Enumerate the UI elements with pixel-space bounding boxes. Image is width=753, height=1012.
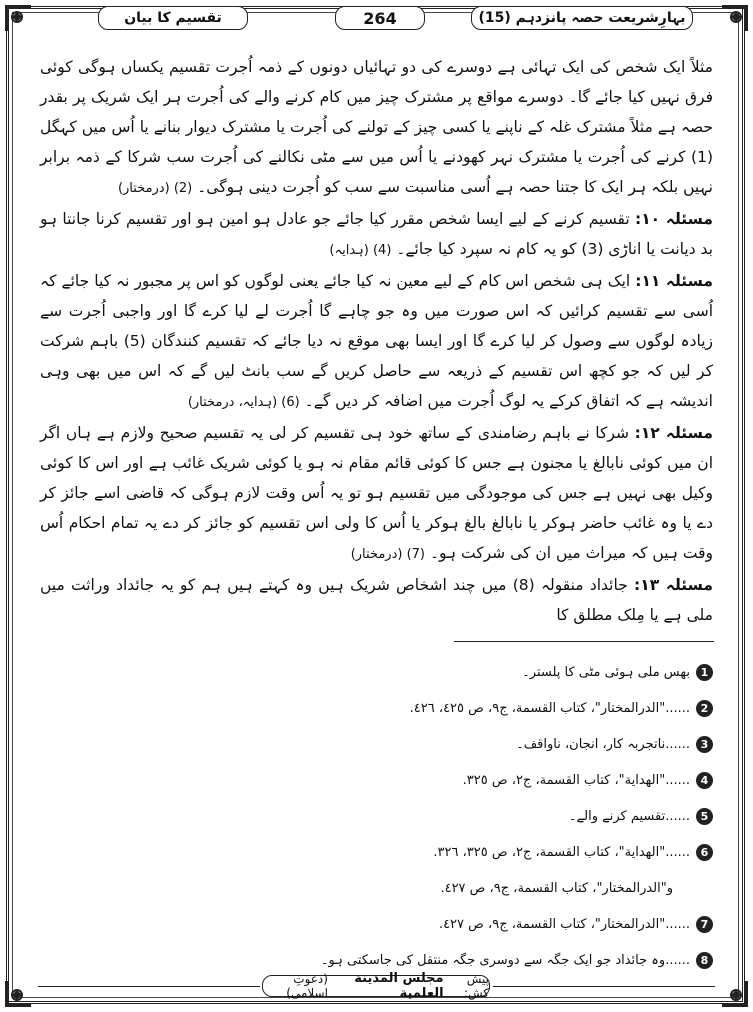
footnote-text: ......"الهداية"، كتاب القسمة، ج٢، ص ٣٢٥. xyxy=(462,772,690,788)
corner-ornament-icon xyxy=(720,3,750,33)
book-title: بہارِشریعت حصہ پانزدہم (15) xyxy=(471,6,693,30)
corner-ornament-icon xyxy=(3,3,33,33)
footnote-text: ......"الدرالمختار"، كتاب القسمة، ج٩، ص ٤٢٧. xyxy=(438,916,690,932)
footnote xyxy=(40,654,713,690)
paragraph-text: تقسیم کرنے کے لیے ایسا شخص مقرر کیا جائے جو عادل ہو امین ہو اور تقسیم کرنا جانتا ہو بد دیانت یا اناڑی (3) کو یہ کام نہ سپرد کیا جائے۔ xyxy=(40,210,713,258)
footnote-text: ......تقسیم کرنے والے۔ xyxy=(568,808,690,824)
paragraph-text: شرکا نے باہم رضامندی کے ساتھ خود ہی تقسیم کر لی یہ تقسیم صحیح ولازم ہے ہاں اگر ان میں کوئی نابالغ یا مجنون ہے جس کا کوئی قائم مقام نہ ہو یا کوئی شریک غائب ہے اور اس کا کوئی وکیل بھی نہیں ہے جس کی موجودگی میں تقسیم ہو تو یہ اُس وقت لازم ہوگی کہ قاضی اسے جائز کر دے یا وہ غائب حاضر ہوکر یا نابالغ بالغ ہوکر یا اُس کا ولی اس تقسیم کو جائز کر دے یہ تمام احکام اُس وقت ہیں کہ میراث میں ان کی شرکت ہو۔ xyxy=(40,424,713,562)
main-text xyxy=(40,52,713,630)
reference: (4) (ہدایہ) xyxy=(329,243,392,258)
masala-paragraph xyxy=(40,570,713,630)
footnote xyxy=(40,726,713,762)
publisher-box xyxy=(262,971,490,1001)
footnote xyxy=(40,834,713,870)
footer-suffix: (دعوتِ اسلامی) xyxy=(286,972,328,1000)
masala-label: مسئلہ ۱۲: xyxy=(634,424,713,442)
reference: (2) (درمختار) xyxy=(117,181,193,196)
footnote-number: 3 xyxy=(696,736,713,753)
footer-prefix: پیش کش: xyxy=(463,972,489,1000)
masala-label: مسئلہ ۱۰: xyxy=(634,210,713,228)
masala-paragraph xyxy=(40,204,713,266)
footnote-number: 8 xyxy=(696,952,713,969)
footnote xyxy=(40,690,713,726)
footnote xyxy=(40,798,713,834)
footnote xyxy=(40,906,713,942)
page-header xyxy=(38,6,715,32)
footnote-text: ......وہ جائداد جو ایک جگہ سے دوسری جگہ منتقل کی جاسکتی ہو۔ xyxy=(320,952,690,968)
footnote-divider xyxy=(454,641,714,642)
footnote-number: 4 xyxy=(696,772,713,789)
footnote-number: 7 xyxy=(696,916,713,933)
paragraph-text: مثلاً ایک شخص کی ایک تہائی ہے دوسرے کی دو تہائیاں دونوں کے ذمہ اُجرت تقسیم یکساں ہوگی کوئی فرق نہیں کیا جائے گا۔ دوسرے مواقع پر مشترک چیز میں کام کرنے والے کی اُجرت ہر ایک شریک پر بقدر حصہ ہے مثلاً مشترک غلہ کے ناپنے یا کسی چیز کے تولنے کی اُجرت یا مشترک دیوار بنانے یا اُس میں کہگل (1) کرنے کی اُجرت یا مشترک نہر کھودنے یا اُس میں سے مٹی نکالنے کی اُجرت سب شرکا کے ذمہ برابر نہیں بلکہ ہر ایک کا جتنا حصہ ہے اُسی مناسبت سے سب کو اُجرت دینی ہوگی۔ xyxy=(40,58,713,196)
footnote-text: بھس ملی ہوئی مٹی کا پلستر۔ xyxy=(522,664,690,680)
masala-paragraph xyxy=(40,418,713,570)
footnote-text: ......ناتجربہ کار، انجان، ناواقف۔ xyxy=(516,736,690,752)
footnote-number: 5 xyxy=(696,808,713,825)
page-footer xyxy=(0,971,753,1001)
footnote-number: 6 xyxy=(696,844,713,861)
page-number: 264 xyxy=(335,6,425,30)
masala-paragraph xyxy=(40,266,713,418)
footnotes xyxy=(40,654,713,978)
footnote-text: ......"الدرالمختار"، كتاب القسمة، ج٩، ص ٤٢٥، ٤٢٦. xyxy=(409,700,690,716)
footer-rule xyxy=(38,986,260,987)
paragraph xyxy=(40,52,713,204)
paragraph-text: جائداد منقولہ (8) میں چند اشخاص شریک ہیں وہ کہتے ہیں ہم کو یہ جائداد وراثت میں ملی ہے یا مِلک مطلق کا xyxy=(40,576,713,624)
paragraph-text: ایک ہی شخص اس کام کے لیے معین نہ کیا جائے یعنی لوگوں کو اس پر مجبور نہ کیا جائے کہ اُسی سے تقسیم کرائیں کہ اس صورت میں وہ جو چاہے گا اُجرت لے لیا کرے گا اور واجبی اُجرت سے زیادہ لوگوں سے وصول کر لیا کرے گا اور ایسا بھی موقع نہ دیا جائے کہ تقسیم کنندگان (5) باہم شرکت کر لیں کہ جو کچھ اس تقسیم کے ذریعہ سے حاصل کریں گے سب بانٹ لیں گے کہ اس میں بھی وہی اندیشہ ہے کہ اتفاق کرکے یہ لوگ اُجرت میں اضافہ کر دیں گے۔ xyxy=(40,272,713,410)
chapter-title: تقسیم کا بیان xyxy=(98,6,248,30)
footer-rule xyxy=(493,986,715,987)
publisher-name: مجلس المدينة العلمية xyxy=(354,971,444,1001)
footnote-number: 2 xyxy=(696,700,713,717)
footnote-text: ......"الهداية"، كتاب القسمة، ج٢، ص ٣٢٥، ٣٢٦. xyxy=(433,844,690,860)
masala-label: مسئلہ ۱۳: xyxy=(634,576,713,594)
footnote xyxy=(40,762,713,798)
reference: (7) (درمختار) xyxy=(350,547,425,562)
footnote-number: 1 xyxy=(696,664,713,681)
footnote-text: و"الدرالمختار"، كتاب القسمة، ج٩، ص ٤٢٧. xyxy=(440,880,673,896)
reference: (6) (ہدایہ، درمختار) xyxy=(187,395,300,410)
footnote-continuation xyxy=(40,870,713,906)
masala-label: مسئلہ ۱۱: xyxy=(635,272,713,290)
